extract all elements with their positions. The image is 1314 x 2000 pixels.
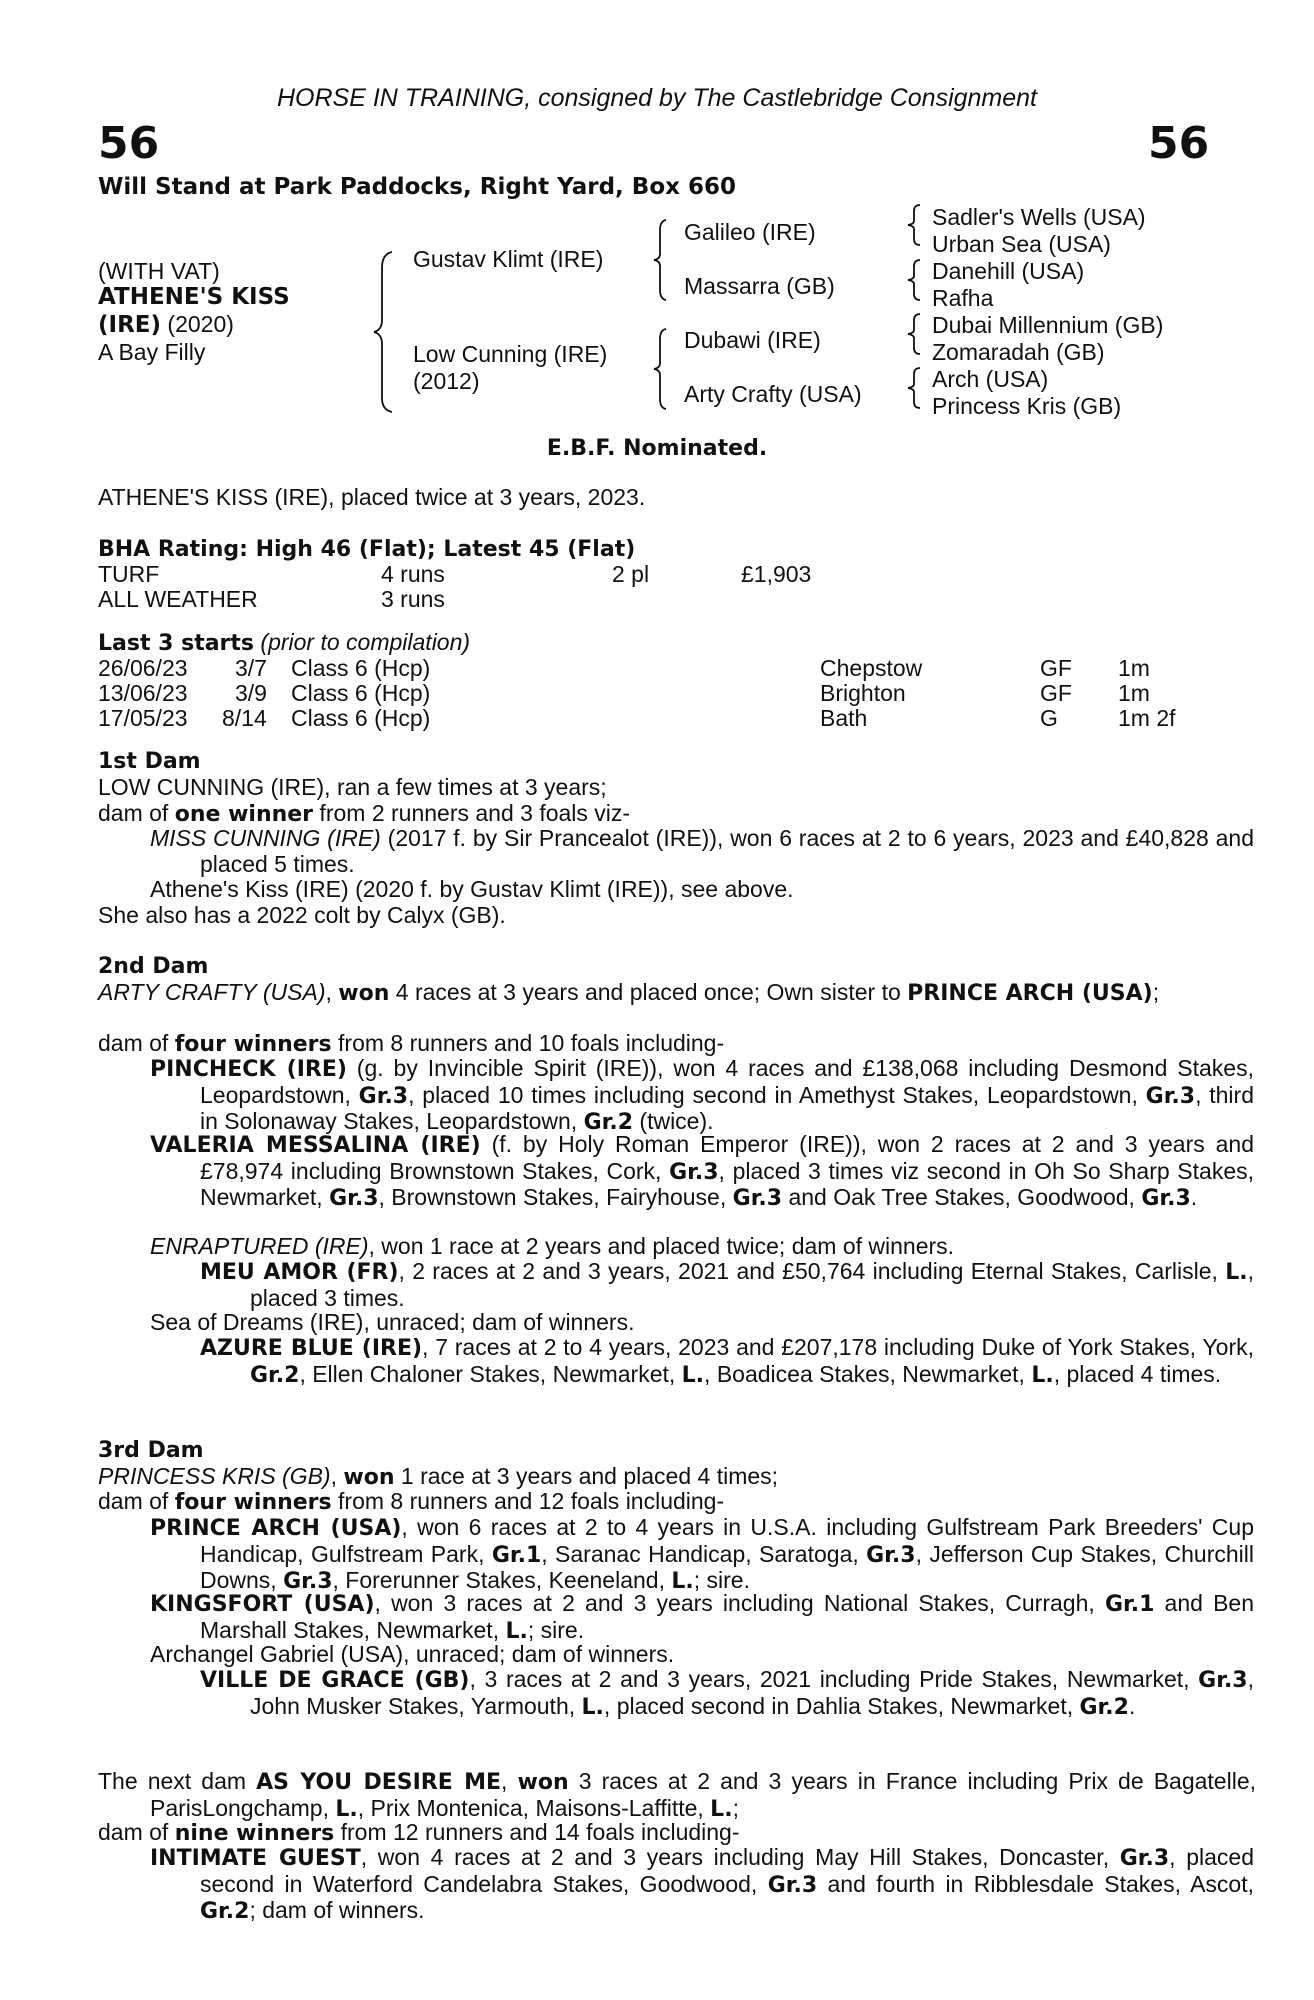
text-run: L. [710, 1796, 733, 1822]
text-run: L. [1225, 1260, 1248, 1285]
catalogue-header: HORSE IN TRAINING, consigned by The Castlebridge Consignment [276, 84, 1038, 112]
turf-earnings: £1,903 [741, 561, 812, 587]
text-run: dam of [98, 800, 175, 826]
text-run: ; sire. [527, 1616, 585, 1643]
text-run: Gr.3 [732, 1186, 783, 1211]
start-date: 26/06/23 [98, 655, 188, 681]
text-run: Gr.3 [1145, 1083, 1196, 1109]
text-run: Gr.3 [1141, 1186, 1191, 1211]
horse-country-year [98, 311, 234, 338]
start-pos: 3/7 [235, 655, 267, 681]
winner-count: four winners [174, 1032, 332, 1057]
text-run: Gr.3 [767, 1872, 818, 1898]
text-run: AZURE BLUE (IRE) [200, 1336, 423, 1361]
pedigree-ddd: Princess Kris (GB) [932, 393, 1122, 419]
ebf-nominated: E.B.F. Nominated. [546, 436, 768, 461]
text-run: from 8 runners and 10 foals including- [331, 1030, 725, 1056]
stand-location: Will Stand at Park Paddocks, Right Yard, Box 660 [98, 174, 736, 200]
text-run: ; dam of winners. [249, 1897, 425, 1923]
pedigree-ssd: Urban Sea (USA) [932, 231, 1111, 257]
text-run: and fourth in Ribblesdale Stakes, Ascot, [817, 1870, 1255, 1897]
horse-year: (2020) [161, 311, 234, 337]
text-run: , placed second in Waterford Candelabra Stakes, Goodwood, [200, 1844, 1254, 1897]
turf-label: TURF [98, 561, 160, 587]
pedigree-dam: Low Cunning (IRE) [413, 341, 608, 367]
last-starts-title: Last 3 starts [98, 631, 255, 656]
text-run: , placed second in Dahlia Stakes, Newmarket, [603, 1692, 1080, 1719]
text-run: , won 6 races at 2 to 4 years in U.S.A. including Gulfstream Park Breeders' Cup Handicap, Gulfstream Park, [200, 1514, 1254, 1567]
text-run: ENRAPTURED (IRE) [150, 1233, 369, 1259]
text-run: (twice). [633, 1108, 714, 1134]
first-dam-heading: 1st Dam [98, 749, 201, 774]
text-run: , placed 4 times. [1053, 1360, 1222, 1387]
text-run: L. [1031, 1362, 1054, 1388]
text-run: , placed 3 times. [250, 1258, 1254, 1311]
third-dam-produce-line [98, 1489, 724, 1516]
pedigree-brace-dam [652, 327, 670, 411]
start-distance: 1m 2f [1118, 705, 1176, 731]
third-dam-heading: 3rd Dam [98, 1438, 204, 1463]
text-run: PRINCE ARCH (USA) [907, 981, 1153, 1006]
pedigree-brace-ds [906, 312, 924, 356]
text-run: INTIMATE GUEST [150, 1846, 361, 1871]
text-run: Gr.1 [491, 1542, 542, 1568]
text-run: , Boadicea Stakes, Newmarket, [704, 1360, 1032, 1387]
last-starts-note: (prior to compilation) [254, 629, 471, 655]
text-run: 3 races at 2 and 3 years in France including Prix de Bagatelle, ParisLongchamp, [150, 1768, 1257, 1821]
text-run: , Brownstown Stakes, Fairyhouse, [378, 1184, 733, 1210]
text-run: , [501, 1768, 518, 1794]
text-run: , won 4 races at 2 and 3 years including May Hill Stakes, Doncaster, [360, 1844, 1120, 1870]
pedigree-dam-year: (2012) [413, 368, 480, 394]
pedigree-brace-dd [906, 366, 924, 410]
text-run: PRINCESS KRIS (GB) [98, 1463, 331, 1489]
winner-count: one winner [174, 802, 314, 827]
second-dam-produce-line [98, 1031, 724, 1058]
turf-runs: 4 runs [381, 561, 445, 587]
text-run: (2017 f. by Sir Prancealot (IRE)), won 6 races at 2 to 6 years, 2023 and £40,828 and placed 5 times. [200, 825, 1254, 877]
vat-note: (WITH VAT) [98, 258, 220, 284]
produce-entry: Sea of Dreams (IRE), unraced; dam of winners. [150, 1309, 635, 1335]
horse-country: (IRE) [98, 312, 162, 338]
text-run: dam of [98, 1819, 175, 1845]
text-run: from 2 runners and 3 foals viz- [313, 800, 631, 826]
aw-label: ALL WEATHER [98, 586, 258, 612]
text-run: VILLE DE GRACE (GB) [200, 1668, 470, 1693]
start-course: Bath [820, 705, 868, 731]
horse-description: A Bay Filly [98, 339, 206, 365]
text-run: , John Musker Stakes, Yarmouth, [250, 1666, 1254, 1719]
text-run: (g. by Invincible Spirit (IRE)), won 4 races and £138,068 including Desmond Stakes, Leopardstown, [200, 1055, 1254, 1108]
pedigree-dsd: Zomaradah (GB) [932, 339, 1105, 365]
text-run: AS YOU DESIRE ME [256, 1770, 502, 1795]
start-course: Chepstow [820, 655, 923, 681]
third-dam-line [98, 1464, 778, 1491]
produce-entry [150, 1591, 1254, 1644]
start-date: 13/06/23 [98, 680, 188, 706]
produce-entry [150, 1132, 1254, 1212]
pedigree-dss: Dubai Millennium (GB) [932, 312, 1164, 338]
text-run: and Oak Tree Stakes, Goodwood, [782, 1184, 1142, 1210]
start-date: 17/05/23 [98, 705, 188, 731]
text-run: Gr.3 [358, 1083, 409, 1109]
last-starts-heading [98, 630, 470, 657]
text-run: Gr.2 [583, 1110, 634, 1135]
second-dam-line [98, 980, 1256, 1007]
text-run: , [330, 1463, 344, 1489]
text-run: (f. by Holy Roman Emperor (IRE)), won 2 races at 2 and 3 years and £78,974 including Brownstown Stakes, Cork, [200, 1131, 1255, 1184]
text-run: MISS CUNNING (IRE) [150, 825, 381, 851]
text-run: Gr.2 [250, 1362, 300, 1388]
pedigree-brace-ss [906, 203, 924, 247]
text-run: Gr.2 [200, 1899, 250, 1924]
text-run: . [1128, 1692, 1136, 1719]
winner-count: four winners [174, 1490, 332, 1515]
text-run: , 2 races at 2 and 3 years, 2021 and £50,764 including Eternal Stakes, Carlisle, [398, 1258, 1226, 1284]
text-run: won [517, 1770, 569, 1795]
text-run: , [325, 979, 339, 1005]
start-row [98, 656, 188, 682]
text-run: L. [335, 1796, 358, 1822]
produce-entry [150, 1515, 1254, 1595]
start-row [98, 706, 188, 732]
pedigree-dam-sire: Dubawi (IRE) [684, 327, 821, 353]
next-dam-line [98, 1769, 1256, 1822]
bha-rating: BHA Rating: High 46 (Flat); Latest 45 (Flat) [98, 537, 636, 562]
text-run: . [1190, 1184, 1198, 1210]
text-run: , placed 3 times viz second in Oh So Sharp Stakes, Newmarket, [200, 1157, 1254, 1210]
text-run: Gr.3 [283, 1569, 333, 1594]
start-row [98, 681, 188, 707]
text-run: won [343, 1465, 395, 1490]
text-run: VALERIA MESSALINA (IRE) [150, 1133, 481, 1158]
text-run: and Ben Marshall Stakes, Newmarket, [200, 1590, 1254, 1643]
produce-entry: Athene's Kiss (IRE) (2020 f. by Gustav Klimt (IRE)), see above. [150, 876, 794, 902]
text-run: KINGSFORT (USA) [150, 1592, 375, 1617]
text-run: from 8 runners and 12 foals including- [331, 1488, 725, 1514]
text-run: The next dam [98, 1768, 257, 1794]
text-run: , Jefferson Cup Stakes, Churchill Downs, [200, 1540, 1254, 1593]
text-run: dam of [98, 1488, 175, 1514]
text-run: ARTY CRAFTY (USA) [98, 979, 326, 1005]
text-run: , third in Solonaway Stakes, Leopardstown, [200, 1081, 1254, 1134]
start-going: GF [1040, 655, 1072, 681]
start-pos: 8/14 [222, 705, 267, 731]
pedigree-sire: Gustav Klimt (IRE) [413, 246, 604, 272]
race-summary: ATHENE'S KISS (IRE), placed twice at 3 years, 2023. [98, 484, 646, 510]
produce-entry [150, 826, 1254, 877]
start-going: GF [1040, 680, 1072, 706]
text-run: , won 3 races at 2 and 3 years including National Stakes, Curragh, [374, 1590, 1105, 1616]
text-run: , Forerunner Stakes, Keeneland, [332, 1567, 672, 1593]
pedigree-sire-sire: Galileo (IRE) [684, 219, 816, 245]
text-run: , 7 races at 2 to 4 years, 2023 and £207,178 including Duke of York Stakes, York, [422, 1334, 1254, 1360]
text-run: , placed 10 times including second in Amethyst Stakes, Leopardstown, [408, 1081, 1146, 1108]
start-class: Class 6 (Hcp) [291, 680, 431, 706]
produce-entry: Archangel Gabriel (USA), unraced; dam of winners. [150, 1641, 675, 1667]
text-run: , won 1 race at 2 years and placed twice; dam of winners. [368, 1233, 955, 1259]
lot-number-left: 56 [98, 118, 160, 169]
text-run: dam of [98, 1030, 175, 1056]
first-dam-note: She also has a 2022 colt by Calyx (GB). [98, 902, 506, 928]
first-dam-line: LOW CUNNING (IRE), ran a few times at 3 years; [98, 774, 607, 800]
text-run: L. [681, 1362, 705, 1388]
text-run: PRINCE ARCH (USA) [150, 1516, 402, 1541]
produce-entry [150, 1056, 1254, 1136]
produce-entry [200, 1259, 1254, 1311]
text-run: won [338, 981, 390, 1006]
text-run: ; [732, 1794, 739, 1821]
aw-runs: 3 runs [381, 586, 445, 612]
start-course: Brighton [820, 680, 906, 706]
text-run: 4 races at 3 years and placed once; Own sister to [389, 979, 908, 1005]
text-run: Gr.3 [866, 1542, 916, 1568]
text-run: , Prix Montenica, Maisons-Laffitte, [357, 1794, 711, 1821]
pedigree-sds: Danehill (USA) [932, 258, 1085, 284]
text-run: L. [505, 1618, 528, 1644]
produce-entry [150, 1234, 954, 1260]
produce-entry [150, 1845, 1254, 1925]
lot-number-right: 56 [1148, 118, 1210, 169]
text-run: MEU AMOR (FR) [200, 1260, 399, 1285]
winner-count: nine winners [174, 1821, 335, 1846]
start-pos: 3/9 [235, 680, 267, 706]
text-run: L. [671, 1569, 694, 1594]
text-run: Gr.1 [1104, 1592, 1155, 1617]
second-dam-heading: 2nd Dam [98, 954, 209, 979]
pedigree-dam-dam: Arty Crafty (USA) [684, 381, 862, 407]
turf-placed: 2 pl [612, 561, 650, 587]
text-run: Gr.2 [1079, 1694, 1129, 1720]
text-run: , 3 races at 2 and 3 years, 2021 including Pride Stakes, Newmarket, [469, 1666, 1199, 1692]
start-class: Class 6 (Hcp) [291, 655, 431, 681]
start-distance: 1m [1118, 655, 1150, 681]
text-run: PINCHECK (IRE) [150, 1057, 347, 1082]
text-run: Gr.3 [669, 1159, 719, 1185]
start-going: G [1040, 705, 1058, 731]
text-run: Gr.3 [1119, 1846, 1170, 1871]
start-distance: 1m [1118, 680, 1150, 706]
text-run: , Ellen Chaloner Stakes, Newmarket, [299, 1360, 682, 1387]
pedigree-brace-main [372, 250, 396, 415]
text-run: Gr.3 [329, 1186, 379, 1211]
pedigree-sdd: Rafha [932, 285, 994, 311]
start-class: Class 6 (Hcp) [291, 705, 431, 731]
text-run: ; sire. [693, 1567, 750, 1593]
text-run: ; [1152, 979, 1160, 1005]
produce-entry [200, 1667, 1254, 1720]
text-run: , Saranac Handicap, Saratoga, [541, 1540, 867, 1567]
text-run: 1 race at 3 years and placed 4 times; [394, 1463, 779, 1489]
text-run: Gr.3 [1198, 1668, 1248, 1693]
produce-entry [200, 1335, 1254, 1388]
pedigree-brace-sire [652, 218, 670, 302]
horse-name: ATHENE'S KISS [98, 284, 290, 310]
next-dam-produce-line [98, 1820, 740, 1847]
pedigree-sss: Sadler's Wells (USA) [932, 204, 1146, 230]
text-run: from 12 runners and 14 foals including- [334, 1819, 740, 1845]
pedigree-brace-sd [906, 258, 924, 302]
text-run: L. [581, 1694, 604, 1720]
pedigree-dds: Arch (USA) [932, 366, 1049, 392]
pedigree-sire-dam: Massarra (GB) [684, 273, 835, 299]
first-dam-produce-line [98, 801, 630, 828]
